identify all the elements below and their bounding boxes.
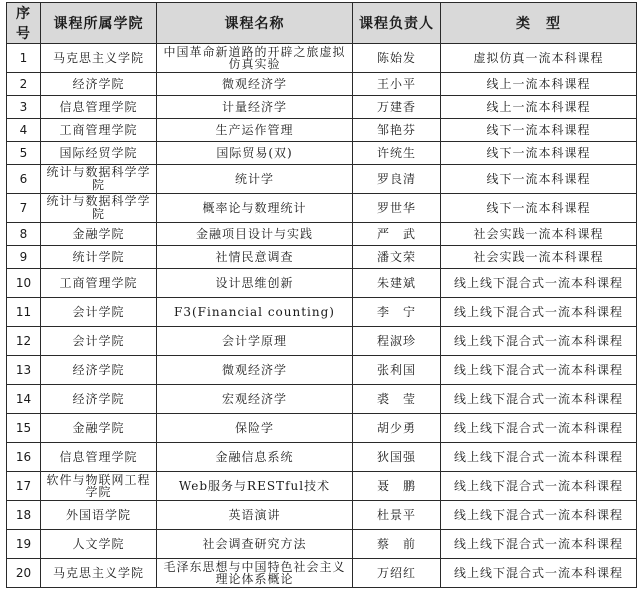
course-name-cell: 会计学原理 <box>157 327 353 356</box>
lead-cell: 蔡 前 <box>353 530 441 559</box>
header-type: 类 型 <box>441 3 637 44</box>
table-body <box>7 44 637 588</box>
header-college: 课程所属学院 <box>41 3 157 44</box>
course-name-cell: Web服务与RESTful技术 <box>157 472 353 501</box>
course-name-cell: 金融项目设计与实践 <box>157 223 353 246</box>
lead-cell: 程淑珍 <box>353 327 441 356</box>
type-cell: 线上线下混合式一流本科课程 <box>441 414 637 443</box>
lead-cell: 朱建斌 <box>353 269 441 298</box>
serial-cell: 9 <box>7 246 41 269</box>
course-table <box>6 2 637 588</box>
table-row <box>7 443 637 472</box>
table-row <box>7 165 637 194</box>
table-header <box>7 3 637 44</box>
serial-cell: 6 <box>7 165 41 194</box>
college-cell: 马克思主义学院 <box>41 559 157 588</box>
lead-cell: 聂 鹏 <box>353 472 441 501</box>
serial-cell: 4 <box>7 119 41 142</box>
course-name-cell: 计量经济学 <box>157 96 353 119</box>
college-cell: 人文学院 <box>41 530 157 559</box>
course-name-cell: 微观经济学 <box>157 356 353 385</box>
table-row <box>7 223 637 246</box>
serial-cell: 17 <box>7 472 41 501</box>
table-row <box>7 119 637 142</box>
college-cell: 经济学院 <box>41 73 157 96</box>
type-cell: 线下一流本科课程 <box>441 142 637 165</box>
serial-cell: 12 <box>7 327 41 356</box>
header-serial: 序号 <box>7 3 41 44</box>
serial-cell: 2 <box>7 73 41 96</box>
lead-cell: 潘文荣 <box>353 246 441 269</box>
table-row <box>7 194 637 223</box>
lead-cell: 万建香 <box>353 96 441 119</box>
serial-cell: 11 <box>7 298 41 327</box>
table-row <box>7 414 637 443</box>
serial-cell: 14 <box>7 385 41 414</box>
college-cell: 工商管理学院 <box>41 269 157 298</box>
college-cell: 统计与数据科学学院 <box>41 165 157 194</box>
type-cell: 线上一流本科课程 <box>441 73 637 96</box>
college-cell: 经济学院 <box>41 385 157 414</box>
course-name-cell: 金融信息系统 <box>157 443 353 472</box>
serial-cell: 13 <box>7 356 41 385</box>
table-row <box>7 73 637 96</box>
type-cell: 虚拟仿真一流本科课程 <box>441 44 637 73</box>
table-row <box>7 385 637 414</box>
course-name-cell: 生产运作管理 <box>157 119 353 142</box>
type-cell: 线上线下混合式一流本科课程 <box>441 559 637 588</box>
course-name-cell: F3(Financial counting) <box>157 298 353 327</box>
course-name-cell: 国际贸易(双) <box>157 142 353 165</box>
type-cell: 线下一流本科课程 <box>441 119 637 142</box>
type-cell: 线上线下混合式一流本科课程 <box>441 298 637 327</box>
college-cell: 金融学院 <box>41 223 157 246</box>
type-cell: 线上线下混合式一流本科课程 <box>441 327 637 356</box>
college-cell: 统计学院 <box>41 246 157 269</box>
course-name-cell: 社情民意调查 <box>157 246 353 269</box>
course-name-cell: 设计思维创新 <box>157 269 353 298</box>
table-row <box>7 472 637 501</box>
lead-cell: 万绍红 <box>353 559 441 588</box>
lead-cell: 狄国强 <box>353 443 441 472</box>
type-cell: 线上线下混合式一流本科课程 <box>441 443 637 472</box>
course-name-cell: 微观经济学 <box>157 73 353 96</box>
table-row <box>7 559 637 588</box>
serial-cell: 7 <box>7 194 41 223</box>
college-cell: 信息管理学院 <box>41 443 157 472</box>
course-name-cell: 概率论与数理统计 <box>157 194 353 223</box>
course-name-cell: 宏观经济学 <box>157 385 353 414</box>
college-cell: 统计与数据科学学院 <box>41 194 157 223</box>
type-cell: 社会实践一流本科课程 <box>441 223 637 246</box>
lead-cell: 罗良清 <box>353 165 441 194</box>
header-row <box>7 3 637 44</box>
table-row <box>7 501 637 530</box>
college-cell: 工商管理学院 <box>41 119 157 142</box>
header-course-name: 课程名称 <box>157 3 353 44</box>
table-row <box>7 327 637 356</box>
serial-cell: 8 <box>7 223 41 246</box>
course-name-cell: 统计学 <box>157 165 353 194</box>
course-name-cell: 社会调查研究方法 <box>157 530 353 559</box>
college-cell: 会计学院 <box>41 327 157 356</box>
serial-cell: 10 <box>7 269 41 298</box>
college-cell: 会计学院 <box>41 298 157 327</box>
college-cell: 金融学院 <box>41 414 157 443</box>
lead-cell: 许统生 <box>353 142 441 165</box>
lead-cell: 张利国 <box>353 356 441 385</box>
type-cell: 线上线下混合式一流本科课程 <box>441 501 637 530</box>
type-cell: 线上线下混合式一流本科课程 <box>441 385 637 414</box>
table-row <box>7 246 637 269</box>
table-row <box>7 356 637 385</box>
lead-cell: 裘 莹 <box>353 385 441 414</box>
college-cell: 信息管理学院 <box>41 96 157 119</box>
type-cell: 线上线下混合式一流本科课程 <box>441 356 637 385</box>
type-cell: 线上线下混合式一流本科课程 <box>441 269 637 298</box>
type-cell: 线上一流本科课程 <box>441 96 637 119</box>
type-cell: 线上线下混合式一流本科课程 <box>441 472 637 501</box>
course-name-cell: 中国革命新道路的开辟之旅虚拟仿真实验 <box>157 44 353 73</box>
lead-cell: 杜景平 <box>353 501 441 530</box>
course-table-container <box>6 2 636 588</box>
serial-cell: 16 <box>7 443 41 472</box>
lead-cell: 王小平 <box>353 73 441 96</box>
course-name-cell: 保险学 <box>157 414 353 443</box>
table-row <box>7 530 637 559</box>
serial-cell: 3 <box>7 96 41 119</box>
college-cell: 马克思主义学院 <box>41 44 157 73</box>
lead-cell: 严 武 <box>353 223 441 246</box>
type-cell: 社会实践一流本科课程 <box>441 246 637 269</box>
lead-cell: 胡少勇 <box>353 414 441 443</box>
serial-cell: 19 <box>7 530 41 559</box>
table-row <box>7 298 637 327</box>
header-lead: 课程负责人 <box>353 3 441 44</box>
college-cell: 经济学院 <box>41 356 157 385</box>
lead-cell: 邹艳芬 <box>353 119 441 142</box>
serial-cell: 18 <box>7 501 41 530</box>
table-row <box>7 269 637 298</box>
type-cell: 线上线下混合式一流本科课程 <box>441 530 637 559</box>
course-name-cell: 毛泽东思想与中国特色社会主义理论体系概论 <box>157 559 353 588</box>
type-cell: 线下一流本科课程 <box>441 165 637 194</box>
serial-cell: 5 <box>7 142 41 165</box>
serial-cell: 1 <box>7 44 41 73</box>
serial-cell: 15 <box>7 414 41 443</box>
type-cell: 线下一流本科课程 <box>441 194 637 223</box>
college-cell: 外国语学院 <box>41 501 157 530</box>
lead-cell: 罗世华 <box>353 194 441 223</box>
serial-cell: 20 <box>7 559 41 588</box>
course-name-cell: 英语演讲 <box>157 501 353 530</box>
table-row <box>7 142 637 165</box>
table-row <box>7 96 637 119</box>
college-cell: 软件与物联网工程学院 <box>41 472 157 501</box>
lead-cell: 陈始发 <box>353 44 441 73</box>
lead-cell: 李 宁 <box>353 298 441 327</box>
college-cell: 国际经贸学院 <box>41 142 157 165</box>
table-row <box>7 44 637 73</box>
